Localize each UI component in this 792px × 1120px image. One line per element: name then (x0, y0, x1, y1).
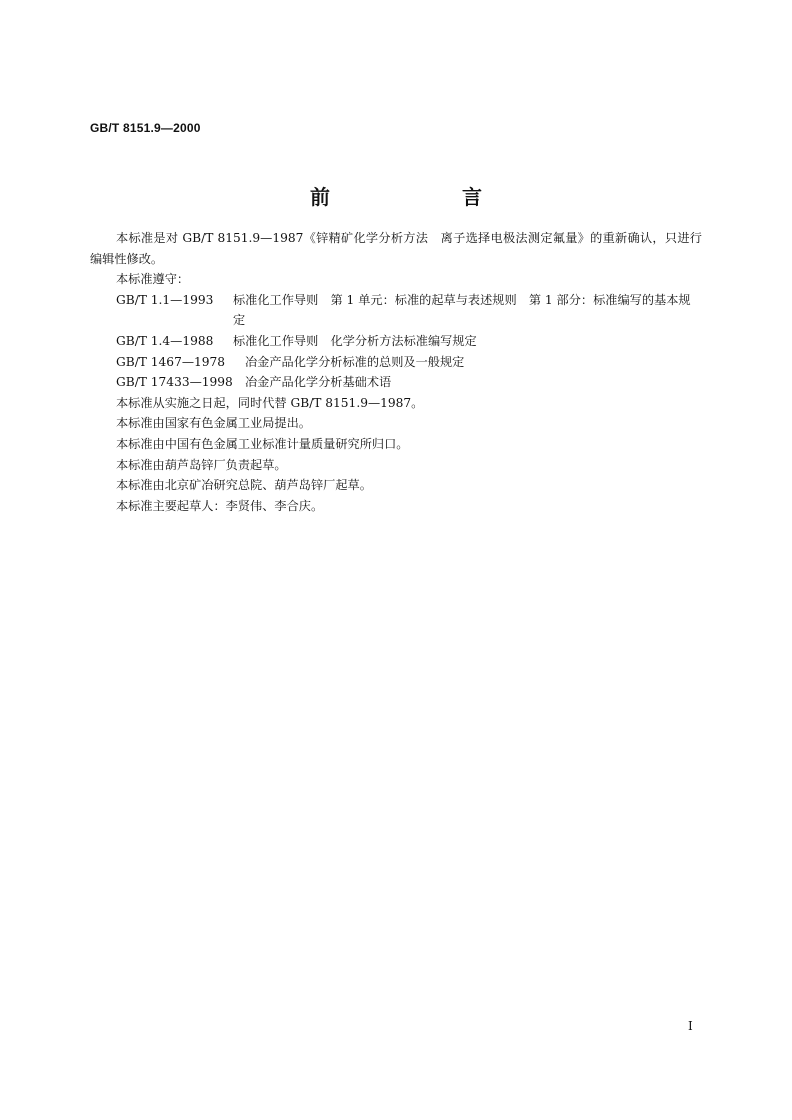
reference-title: 标准化工作导则 第 1 单元：标准的起草与表述规则 第 1 部分：标准编写的基本规定 (233, 292, 691, 328)
reference-code: GB/T 1.4—1988 (116, 333, 214, 348)
paragraph-administrator: 本标准由中国有色金属工业标准计量质量研究所归口。 (116, 436, 409, 451)
reference-title: 标准化工作导则 化学分析方法标准编写规定 (233, 333, 477, 348)
page-number: I (688, 1019, 693, 1033)
standard-code-header: GB/T 8151.9—2000 (90, 121, 201, 135)
paragraph-proposer: 本标准由国家有色金属工业局提出。 (116, 416, 311, 431)
reference-code: GB/T 1467—1978 (116, 354, 226, 369)
paragraph-main-drafters: 本标准主要起草人：李贤伟、李合庆。 (116, 498, 324, 513)
reference-title: 冶金产品化学分析基础术语 (245, 375, 392, 390)
paragraph-drafting-organizations: 本标准由北京矿冶研究总院、葫芦岛锌厂起草。 (116, 478, 372, 493)
reference-code: GB/T 17433—1998 (116, 375, 233, 390)
paragraph-compliance-intro: 本标准遵守： (116, 272, 190, 287)
document-body (90, 228, 702, 516)
reference-item (90, 372, 702, 393)
reference-item (90, 290, 702, 331)
reference-title: 冶金产品化学分析标准的总则及一般规定 (245, 354, 465, 369)
reference-item (90, 352, 702, 373)
reference-item (90, 331, 702, 352)
page-title: 前 言 (310, 185, 538, 209)
paragraph-scope: 本标准是对 GB/T 8151.9—1987《锌精矿化学分析方法 离子选择电极法测定氟量》的重新确认，只进行编辑性修改。 (90, 231, 702, 266)
reference-code: GB/T 1.1—1993 (116, 292, 214, 307)
paragraph-replacement: 本标准从实施之日起，同时代替 GB/T 8151.9—1987。 (116, 395, 424, 410)
paragraph-responsible-drafter: 本标准由葫芦岛锌厂负责起草。 (116, 457, 287, 472)
